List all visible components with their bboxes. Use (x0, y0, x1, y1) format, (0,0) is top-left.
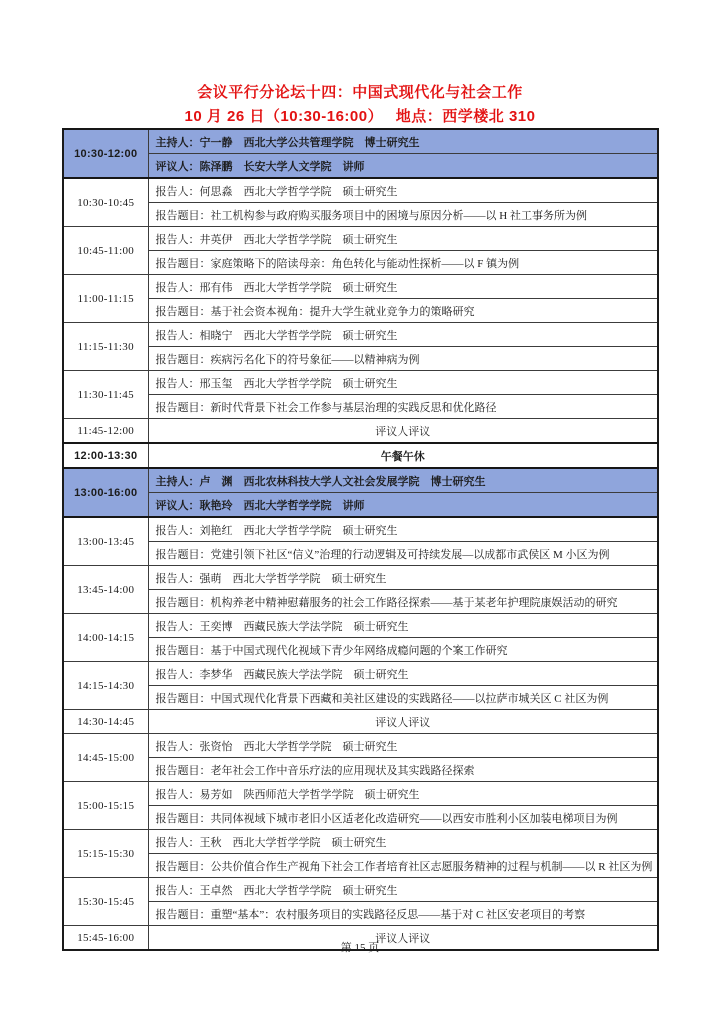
time-cell: 13:45-14:00 (63, 566, 148, 614)
presenter-cell: 报告人：刘艳红 西北大学哲学学院 硕士研究生 (148, 517, 658, 542)
presenter-cell: 报告人：邢玉玺 西北大学哲学学院 硕士研究生 (148, 371, 658, 395)
talk-title-cell: 报告题目：家庭策略下的陪读母亲：角色转化与能动性探析——以 F 镇为例 (148, 251, 658, 275)
talk-title-cell: 报告题目：公共价值合作生产视角下社会工作者培育社区志愿服务精神的过程与机制——以 R 社区为例 (148, 854, 658, 878)
page-number: 第 15 页 (340, 942, 380, 954)
talk-title-cell: 报告题目：中国式现代化背景下西藏和美社区建设的实践路径——以拉萨市城关区 C 社区为例 (148, 686, 658, 710)
time-cell: 11:15-11:30 (63, 323, 148, 371)
presenter-cell: 报告人：王秋 西北大学哲学学院 硕士研究生 (148, 830, 658, 854)
presenter-cell: 报告人：易芳如 陕西师范大学哲学学院 硕士研究生 (148, 782, 658, 806)
time-cell: 15:00-15:15 (63, 782, 148, 830)
presenter-cell: 报告人：井英伊 西北大学哲学学院 硕士研究生 (148, 227, 658, 251)
talk-title-cell: 报告题目：新时代背景下社会工作参与基层治理的实践反思和优化路径 (148, 395, 658, 419)
page-subtitle: 10 月 26 日（10:30-16:00） 地点：西学楼北 310 (184, 108, 536, 125)
time-cell: 13:00-13:45 (63, 517, 148, 566)
review-cell: 评议人评议 (148, 710, 658, 734)
time-cell: 12:00-13:30 (63, 443, 148, 468)
time-cell: 11:00-11:15 (63, 275, 148, 323)
time-cell: 15:30-15:45 (63, 878, 148, 926)
talk-title-cell: 报告题目：机构养老中精神慰藉服务的社会工作路径探索——基于某老年护理院康娱活动的研究 (148, 590, 658, 614)
session-reviewer-cell: 评议人：耿艳玲 西北大学哲学学院 讲师 (148, 493, 658, 518)
time-cell: 14:15-14:30 (63, 662, 148, 710)
time-cell: 14:45-15:00 (63, 734, 148, 782)
time-cell: 10:30-10:45 (63, 178, 148, 227)
presenter-cell: 报告人：何思淼 西北大学哲学学院 硕士研究生 (148, 178, 658, 203)
talk-title-cell: 报告题目：重塑“基本”：农村服务项目的实践路径反思——基于对 C 社区安老项目的考察 (148, 902, 658, 926)
time-cell: 10:30-12:00 (63, 129, 148, 178)
review-cell: 评议人评议 (148, 926, 658, 951)
talk-title-cell: 报告题目：老年社会工作中音乐疗法的应用现状及其实践路径探索 (148, 758, 658, 782)
talk-title-cell: 报告题目：基于中国式现代化视域下青少年网络成瘾问题的个案工作研究 (148, 638, 658, 662)
talk-title-cell: 报告题目：党建引领下社区“信义”治理的行动逻辑及可持续发展—以成都市武侯区 M 小区为例 (148, 542, 658, 566)
presenter-cell: 报告人：张资怡 西北大学哲学学院 硕士研究生 (148, 734, 658, 758)
schedule-table (62, 128, 659, 951)
talk-title-cell: 报告题目：共同体视域下城市老旧小区适老化改造研究——以西安市胜利小区加装电梯项目为例 (148, 806, 658, 830)
presenter-cell: 报告人：相晓宁 西北大学哲学学院 硕士研究生 (148, 323, 658, 347)
session-reviewer-cell: 评议人：陈泽鹏 长安大学人文学院 讲师 (148, 154, 658, 179)
page-title: 会议平行分论坛十四：中国式现代化与社会工作 (197, 84, 523, 101)
time-cell: 10:45-11:00 (63, 227, 148, 275)
review-cell: 评议人评议 (148, 419, 658, 444)
talk-title-cell: 报告题目：基于社会资本视角：提升大学生就业竞争力的策略研究 (148, 299, 658, 323)
time-cell: 14:30-14:45 (63, 710, 148, 734)
presenter-cell: 报告人：李梦华 西藏民族大学法学院 硕士研究生 (148, 662, 658, 686)
break-cell: 午餐午休 (148, 443, 658, 468)
talk-title-cell: 报告题目：疾病污名化下的符号象征——以精神病为例 (148, 347, 658, 371)
time-cell: 14:00-14:15 (63, 614, 148, 662)
presenter-cell: 报告人：王奕博 西藏民族大学法学院 硕士研究生 (148, 614, 658, 638)
session-host-cell: 主持人：卢 渊 西北农林科技大学人文社会发展学院 博士研究生 (148, 468, 658, 493)
time-cell: 11:30-11:45 (63, 371, 148, 419)
session-host-cell: 主持人：宁一静 西北大学公共管理学院 博士研究生 (148, 129, 658, 154)
time-cell: 13:00-16:00 (63, 468, 148, 517)
time-cell: 11:45-12:00 (63, 419, 148, 444)
presenter-cell: 报告人：邢有伟 西北大学哲学学院 硕士研究生 (148, 275, 658, 299)
time-cell: 15:45-16:00 (63, 926, 148, 951)
talk-title-cell: 报告题目：社工机构参与政府购买服务项目中的困境与原因分析——以 H 社工事务所为例 (148, 203, 658, 227)
time-cell: 15:15-15:30 (63, 830, 148, 878)
presenter-cell: 报告人：王卓然 西北大学哲学学院 硕士研究生 (148, 878, 658, 902)
presenter-cell: 报告人：强萌 西北大学哲学学院 硕士研究生 (148, 566, 658, 590)
